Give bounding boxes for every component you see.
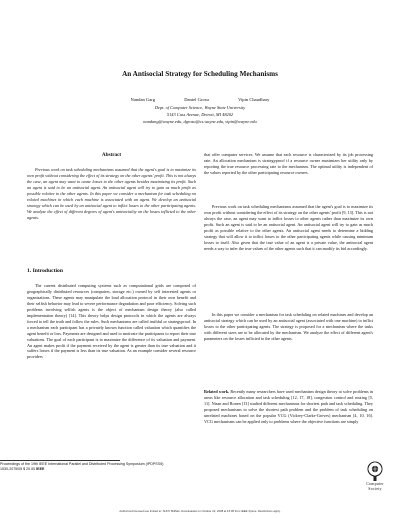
license-notice: Authorized licensed use limited to: SUNY Buffalo. Downloaded on October 22, 2008 at 15:38 from IEEE Xplore. Restrictions apply. [119,509,281,513]
author-name: Nandan Garg [130,97,156,102]
author-name: Daniel Grosu [184,97,209,102]
ieee-computer-society-logo-icon [366,460,384,482]
intro-heading: 1. Introduction [27,268,63,274]
abstract-heading: Abstract [101,152,122,158]
author-list [0,97,400,102]
logo-word-computer: Computer [366,481,384,486]
intro-text: The current distributed computing systems such as computational grids are composed of geographically distributed resources (computers, storage etc.) owned by self interested agents or organizations. These agents may manipulate the load allocation protocol in their own benefit and their selfish behavior may lead to severe performance degradation and poor efficiency. Solving such problems involving selfish agents is the object of mechanism design theory (also called implementation theory) [14]. This theory helps design protocols in which the agents are always forced to tell the truth and follow the rules. Such mechanisms are called truthful or strategyproof. In a mechanism each participant has a privately known function called valuation which quantifies the agent benefit or loss. Payments are designed and used to motivate the participants to report their true valuations. The goal of each participant is to maximize the difference of its valuation and payment. An agent makes profit if the payment received by the agent is greater than its true valuation and it suffers losses if the payment is less than its true valuation. As an example consider several resource providers [27,283,196,360]
proceedings-line: Proceedings of the 19th IEEE International Parallel and Distributed Processing Symposium (IPDPS'05) [0,462,164,466]
body-paragraph: In this paper we consider a mechanism for task scheduling on related machines and develop an antisocial strategy which can be used by an antisocial agent (associated with one machine) to inflict losses to the other participating agents. The strategy is proposed for a mechanism where the tasks with different sizes are to be allocated by the mechanism. We analyze the effect of different agent's parameters on the losses inflicted to the other agents. [204,312,373,341]
body-paragraph: Previous work on task scheduling mechanisms assumed that the agent's goal is to maximize its own profit without considering the effect of its strategy on the other agents' profit [9, 13]. This is not always the case, an agent may want to inflict losses to other agents rather than maximize its own profit. Such an agent is said to be an antisocial agent. An antisocial agent will try to gain as much profit as possible relative to the other agents. An antisocial agent needs to determine a bidding strategy that will allow it to inflict losses to the other participating agents while causing minimum losses to itself. Also given that the true value of an agent is a private value, the antisocial agent needs a way to infer the true values of the other agents such that it can modify its bid accordingly. [204,204,373,251]
affiliation: Dept. of Computer Science, Wayne State University [154,105,246,110]
author-name: Vipin Chaudhary [237,97,270,102]
paper-title: An Antisocial Strategy for Scheduling Mechanisms [122,70,278,78]
footer-divider [0,460,120,461]
issn-line [0,467,164,472]
proceedings-footer [0,462,164,471]
abstract-text: Previous work on task scheduling mechanisms assumed that the agent's goal is to maximize its own profit without considering the effect of its strategy on the other agents' profit. This is not always the case, an agent may want to cause losses to the other agents besides maximizing its profit. Such an agent is said to be an antisocial agent. An antisocial agent will try to gain as much profit as possible relative to the other agents. In this paper we consider a mechanism for task scheduling on related machines in which each machine is associated with an agent. We develop an antisocial strategy which can be used by an antisocial agent to inflict losses to the other participating agents. We analyze the effect of different degrees of agent's antisociality on the losses inflicted to the other agents. [27,167,196,220]
logo-word-society: Society [368,485,382,491]
related-work-text: Recently many researchers have used mechanism design theory to solve problems in areas like resource allocation and task scheduling [12, 17, 18], congestion control and routing [5, 11]. Nisan and Ronen [13] studied different mechanisms for shortest path and task scheduling. They proposed mechanisms to solve the shortest path problem and the problem of task scheduling on unrelated machines based on the popular VCG (Vickrey-Clarke-Groves) mechanism [4, 10, 16]. VCG mechanisms can be applied only to problems where the objective functions are simply [204,389,373,424]
author-emails: nandang@wayne.edu, dgrosu@cs.wayne.edu, vipin@wayne.edu [143,119,257,124]
address: 5143 Cass Avenue, Detroit, MI 48202 [166,112,234,117]
related-work-lead: Related work. [204,389,230,394]
ieee-mark: IEEE [36,466,45,471]
body-paragraph: that offer computer services. We assume that each resource is characterized by its job processing rate. An allocation mechanism is strategyproof if a resource owner maximizes her utility only by reporting the true resource processing rate to the mechanism. The optimal utility is independent of the values reported by the other participating resource owners. [204,152,373,175]
computer-society-logo [356,460,394,491]
issn-price: 1530-2075/05 $ 20.00 [0,466,37,471]
related-work-paragraph [204,389,373,425]
